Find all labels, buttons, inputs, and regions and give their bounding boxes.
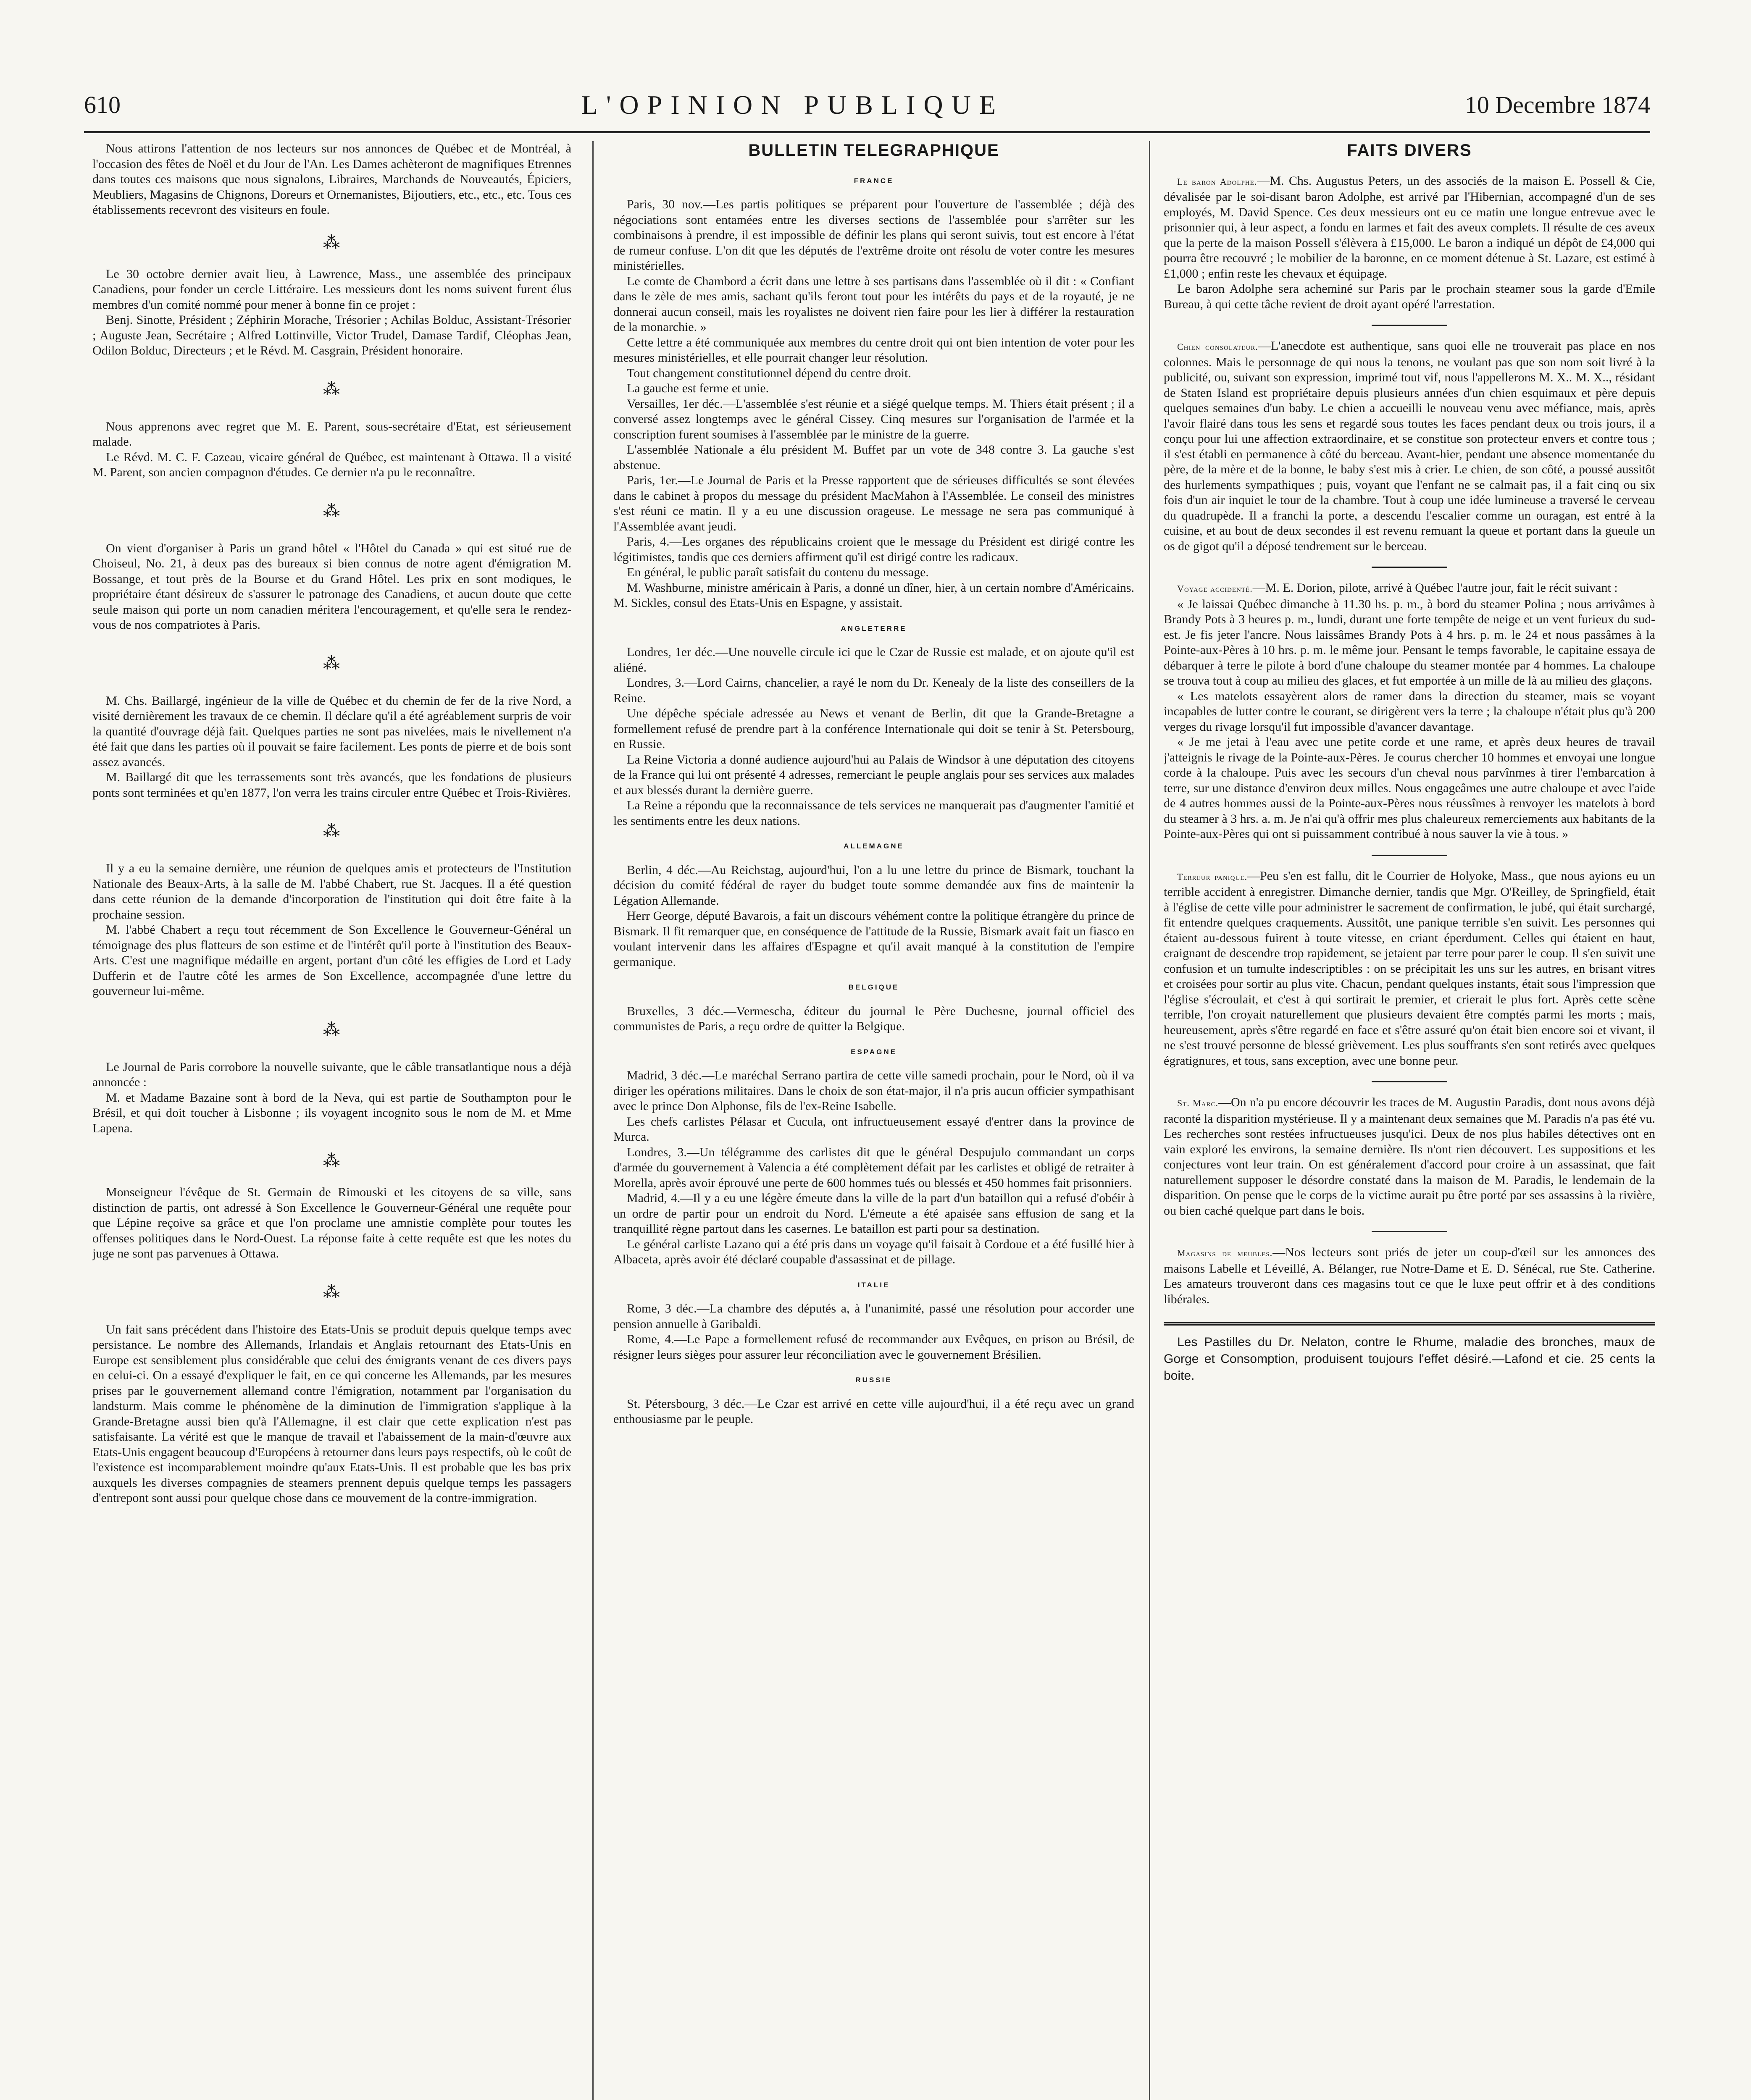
dispatch: En général, le public paraît satisfait du contenu du message. (627, 565, 929, 579)
news-item (1164, 869, 1655, 1069)
dispatch: Londres, 3.—Lord Cairns, chancelier, a rayé le nom du Dr. Kenealy de la liste des conseillers de la Reine. (613, 676, 1134, 705)
news-item: M. et Madame Bazaine sont à bord de la Neva, qui est partie de Southampton pour le Brésil, et qui doit toucher à Lisbonne ; ils voyagent incognito sous le nom de M. et Mme Lapena. (92, 1090, 571, 1135)
advertisement-text: Les Pastilles du Dr. Nelaton, contre le Rhume, maladie des bronches, maux de Gorge et Consomption, produisent toujours l'effet désiré.—Lafond et cie. 25 cents la boite. (1164, 1335, 1655, 1383)
item-kicker: Terreur panique. (1177, 871, 1247, 882)
item-kicker: Chien consolateur. (1177, 341, 1258, 352)
news-item (1164, 580, 1655, 597)
dispatch: St. Pétersbourg, 3 déc.—Le Czar est arrivé en cette ville aujourd'hui, il a été reçu avec un grand enthousiasme par le peuple. (613, 1396, 1134, 1426)
column-left (92, 141, 571, 2100)
item-text: —M. E. Dorion, pilote, arrivé à Québec l'autre jour, fait le récit suivant : (1252, 581, 1618, 595)
dispatch: Une dépêche spéciale adressée au News et venant de Berlin, dit que la Grande-Bretagne a formellement refusé de prendre part à la conférence Internationale qui doit se tenir à St. Petersbourg, en Russie. (613, 706, 1134, 751)
news-item: « Je laissai Québec dimanche à 11.30 hs. p. m., à bord du steamer Polina ; nous arrivâmes à Brandy Pots à 3 heures p. m., lundi, durant une forte tempête de neige et un vent furieux du sud-est. Je fis jeter l'ancre. Nous laissâmes Brandy Pots à 4 hrs. p. m. le 24 et nous passâmes à la Pointe-aux-Pères à 10 hrs. p. m. le même jour. Pensant le temps favorable, le capitaine essaya de débarquer à terre le pilote à bord d'une chaloupe du steamer montée par 4 hommes. La chaloupe se trouva tout à coup au milieu des glaces, et fut emportée à un mille de là au milieu des glaçons. (1164, 597, 1655, 688)
news-item: Il y a eu la semaine dernière, une réunion de quelques amis et protecteurs de l'Institution Nationale des Beaux-Arts, à la salle de M. l'abbé Chabert, rue St. Jacques. Il a été question dans cette réunion de la demande d'incorporation de l'institution qui doit être faite à la prochaine session. (92, 861, 571, 921)
news-item: Nous attirons l'attention de nos lecteurs sur nos annonces de Québec et de Montréal, à l'occasion des fêtes de Noël et du Jour de l'An. Les Dames achèteront de magnifiques Etrennes dans toutes ces maisons que nous signalons, Libraires, Marchands de Nouveautés, Épiciers, Meubliers, Magasins de Chignons, Doreurs et Ornemanistes, Bijoutiers, etc., etc., etc. Tous ces établissements recevront des visiteurs en foule. (92, 142, 571, 217)
item-kicker: Le baron Adolphe. (1177, 176, 1257, 187)
news-item: Monseigneur l'évêque de St. Germain de Rimouski et les citoyens de sa ville, sans distinction de partis, ont adressé à Son Excellence le Gouverneur-Général une requête pour que Lépine reçoive sa grâce et que l'on proclame une amnistie complète pour toutes les offenses politiques dans le Nord-Ouest. La réponse faite à cette requête est que les notes du juge ne sont pas parvenues à Ottawa. (92, 1185, 571, 1260)
news-item (1164, 1095, 1655, 1218)
section-heading-angleterre: ANGLETERRE (841, 624, 907, 633)
dispatch: Londres, 3.—Un télégramme des carlistes dit que le général Despujulo commandant un corps d'armée du gouvernement à Valencia a été complètement défait par les carlistes et obligé de retraiter à Morella, après avoir éprouvé une perte de 600 hommes tués ou blessés et 450 hommes fait prisonniers. (613, 1145, 1134, 1190)
dispatch: Paris, 30 nov.—Les partis politiques se préparent pour l'ouverture de l'assemblée ; déjà des négociations sont entamées entre les diverses sections de l'assemblée pour s'arrêter sur les combinaisons à prendre, il est impossible de définir les plans qui seront suivis, tout est encore à l'état de rumeur confuse. L'on dit que les députés de l'extrême droite ont résolu de voter contre les mesures ministérielles. (613, 197, 1134, 273)
news-item: Nous apprenons avec regret que M. E. Parent, sous-secrétaire d'Etat, est sérieusement malade. (92, 419, 571, 449)
item-text: —L'anecdote est authentique, sans quoi elle ne trouverait pas place en nos colonnes. Mais le personnage de qui nous la tenons, ne voulant pas que son nom soit livré à la publicité, ou, suivant son expression, imprimé tout vif, nous l'appellerons M. X.. M. X.., résidant de Staten Island est propriétaire depuis plusieurs années d'un chien esquimaux et père depuis quelques semaines d'un baby. Le chien a accueilli le nouveau venu avec méfiance, mais, après l'avoir flairé dans tous les sens et regardé sous toutes les faces pendant deux ou trois jours, il a conçu pour lui une affection extraordinaire, et se constitue son protecteur envers et contre tous ; il s'est établi en permanence à côté du berceau. Avant-hier, pendant une absence momentanée du père, de la mère et de la bonne, le baby s'est mis à crier. Le chien, de son côté, a poussé aussitôt des hurlements sympathiques ; puis, voyant que l'enfant ne se calmait pas, il a fait cinq ou six fois d'un air inquiet le tour de la chambre. Tout à coup une idée lumineuse a traversé le cerveau du quadrupède. Il a franchi la porte, a descendu l'escalier comme un ouragan, est entré à la cuisine, et au bout de deux secondes il est revenu remuant la queue et portant dans la gueule un os de gigot qu'il a déposé tendrement sur le berceau. (1164, 339, 1655, 553)
divider (1372, 1231, 1447, 1232)
advertisement (1164, 1322, 1655, 1384)
dispatch: Rome, 3 déc.—La chambre des députés a, à l'unanimité, passé une résolution pour accorder une pension annuelle à Garibaldi. (613, 1302, 1134, 1331)
news-item: M. Chs. Baillargé, ingénieur de la ville de Québec et du chemin de fer de la rive Nord, a visité dernièrement les travaux de ce chemin. Il déclare qu'il a été agréablement surpris de voir la quantité d'ouvrage déjà fait. Quelques parties ne sont pas nivelées, mais le nivellement n'a été fait que dans les parties où il pouvait se faire facilement. Les ponts de pierre et de bois sont assez avancés. (92, 693, 571, 769)
section-heading-belgique: BELGIQUE (848, 983, 899, 991)
dispatch: Cette lettre a été communiquée aux membres du centre droit qui ont bien intention de voter pour les mesures ministérielles, et elle pourrait changer leur résolution. (613, 335, 1134, 365)
dispatch: M. Washburne, ministre américain à Paris, a donné un dîner, hier, à un certain nombre d'Américains. M. Sickles, consul des Etats-Unis en Espagne, y assistait. (613, 580, 1134, 610)
dispatch: Rome, 4.—Le Pape a formellement refusé de recommander aux Evêques, en prison au Brésil, de résigner leurs sièges pour assurer leur réconciliation avec le gouvernement Brésilien. (613, 1332, 1134, 1362)
newspaper-title: L'OPINION PUBLIQUE (581, 90, 1004, 120)
section-ornament: ⁂ (323, 1151, 341, 1170)
item-text: —On n'a pu encore découvrir les traces de M. Augustin Paradis, dont nous avons déjà raconté la disparition mystérieuse. Il y a maintenant deux semaines que M. Paradis n'a pas été vu. Les recherches sont restées infructueuses jusqu'ici. Deux de nos plus habiles détectives ont en vain exploré les environs, la semaine dernière. Ils n'ont rien découvert. Les suppositions et les conjectures vont leur train. On est généralement d'accord pour croire à un assassinat, que fait naturellement supposer le désordre constaté dans la maison de M. Paradis, le lendemain de la disparition. On pense que le corps de la victime aurait pu être porté par ses assassins à la rivière, ou bien caché quelque part dans le bois. (1164, 1095, 1655, 1218)
divider (1372, 567, 1447, 568)
dispatch: Madrid, 4.—Il y a eu une légère émeute dans la ville de la part d'un bataillon qui a refusé d'obéir à un ordre de partir pour un endroit du Nord. L'émeute a été apaisée sans effusion de sang et la tranquillité règne partout dans les casernes. Le bataillon est parti pour sa destination. (613, 1191, 1134, 1236)
column-right (1164, 141, 1655, 2100)
dispatch: Herr George, député Bavarois, a fait un discours véhément contre la politique étrangère du prince de Bismark. Il fit remarquer que, en conséquence de l'attitude de la Russie, Bismark avait fait un fiasco en voulant intervenir dans les affaires d'Espagne et qu'il avait manqué à la constitution de l'empire germanique. (613, 909, 1134, 969)
section-ornament: ⁂ (323, 654, 341, 673)
dispatch: La Reine a répondu que la reconnaissance de tels services ne manquerait pas d'augmenter l'amitié et les sentiments entre les deux nations. (613, 798, 1134, 828)
section-ornament: ⁂ (323, 1282, 341, 1302)
news-item: « Les matelots essayèrent alors de ramer dans la direction du steamer, mais se voyant incapables de lutter contre le courant, se dirigèrent vers la terre ; la chaloupe n'était plus qu'à 200 verges du rivage lorsqu'il fut impossible d'avancer davantage. (1164, 689, 1655, 734)
section-ornament: ⁂ (323, 379, 341, 399)
item-kicker: Voyage accidenté. (1177, 583, 1253, 594)
dispatch: L'assemblée Nationale a élu président M. Buffet par un vote de 348 contre 3. La gauche s'est abstenue. (613, 443, 1134, 472)
dispatch: Paris, 1er.—Le Journal de Paris et la Presse rapportent que de sérieuses difficultés se sont élevées dans le cabinet à propos du message du président MacMahon à l'Assemblée. Le conseil des ministres s'est réuni ce matin. Il y a eu une discussion orageuse. Le message ne sera pas communiqué à l'Assemblée avant jeudi. (613, 473, 1134, 533)
news-item (1164, 1245, 1655, 1307)
dispatch: Le général carliste Lazano qui a été pris dans un voyage qu'il faisait à Cordoue et a été fusillé hier à Albaceta, après avoir été déclaré coupable d'assassinat et de pillage. (613, 1237, 1134, 1266)
news-item (1164, 173, 1655, 282)
news-item: On vient d'organiser à Paris un grand hôtel « l'Hôtel du Canada » qui est situé rue de Choiseul, No. 21, à deux pas des bureaux si bien connus de notre agent d'émigration M. Bossange, et tout près de la Bourse et du Grand Hôtel. Les prix en sont modiques, le propriétaire étant désireux de s'assurer le patronage des Canadiens, et aucun doute que cette seule maison qui porte un nom canadien méritera l'encouragement, et qu'elle sera le rendez-vous de nos compatriotes à Paris. (92, 541, 571, 632)
section-heading-france: FRANCE (854, 176, 894, 185)
issue-date: 10 Decembre 1874 (1464, 91, 1650, 118)
dispatch: Madrid, 3 déc.—Le maréchal Serrano partira de cette ville samedi prochain, pour le Nord, où il va diriger les opérations militaires. Dans le choix de son état-major, il n'a pris aucun officier sympathisant avec le prince Don Alphonse, fils de l'ex-Reine Isabelle. (613, 1068, 1134, 1113)
section-heading-russie: RUSSIE (855, 1376, 892, 1384)
bulletin-heading: BULLETIN TELEGRAPHIQUE (748, 141, 999, 160)
item-kicker: Magasins de meubles. (1177, 1248, 1273, 1258)
divider (1372, 1081, 1447, 1082)
section-heading-italie: ITALIE (857, 1281, 890, 1289)
dispatch: Versailles, 1er déc.—L'assemblée s'est réunie et a siégé quelque temps. M. Thiers était présent ; il a conversé assez longtemps avec le général Cissey. Cinq mesures sur l'organisation de l'armée et la conscription furent soumises à l'assemblée par le ministre de la guerre. (613, 396, 1134, 441)
news-item: Le 30 octobre dernier avait lieu, à Lawrence, Mass., une assemblée des principaux Canadiens, pour fonder un cercle Littéraire. Les messieurs dont les noms suivent furent élus membres d'un comité nommé pour mener à bonne fin ce projet : (92, 267, 571, 312)
section-ornament: ⁂ (323, 1020, 341, 1039)
dispatch: Bruxelles, 3 déc.—Vermescha, éditeur du journal le Père Duchesne, journal officiel des communistes de Paris, a reçu ordre de quitter la Belgique. (613, 1004, 1134, 1033)
divider (1372, 325, 1447, 326)
news-item: Le Révd. M. C. F. Cazeau, vicaire général de Québec, est maintenant à Ottawa. Il a visité M. Parent, son ancien compagnon d'études. Ce dernier n'a pu le reconnaître. (92, 450, 571, 479)
dispatch: Paris, 4.—Les organes des républicains croient que le message du Président est dirigé contre les légitimistes, tandis que ces derniers affirment qu'il est dirigé contre les radicaux. (613, 535, 1134, 564)
dispatch: Le comte de Chambord a écrit dans une lettre à ses partisans dans l'assemblée où il dit : « Confiant dans le zèle de mes amis, sachant qu'ils feront tout pour les intérêts du pays et de la royauté, je ne donnerai aucun conseil, mais les royalistes ne doivent rien faire pour les lier à différer la restauration de la monarchie. » (613, 274, 1134, 334)
item-text: —M. Chs. Augustus Peters, un des associés de la maison E. Possell & Cie, dévalisée par le soi-disant baron Adolphe, est arrivé par l'Hibernian, accompagné d'un de ses employés, M. David Spence. Ces deux messieurs ont eu ce matin une longue entrevue avec le prisonnier qui, à leur aspect, a fondu en larmes et fait des aveux complets. Il résulte de ces aveux que la perte de la maison Possell s'élèvera à £15,000. Le baron a indiqué un dépôt de £4,000 qui pourra être recouvré ; le mobilier de la baronne, en ce moment détenue à St. Lazare, est estimé à £1,000 ; enfin reste les chevaux et équipage. (1164, 173, 1655, 281)
faits-divers-heading: FAITS DIVERS (1347, 141, 1472, 160)
news-item: M. Baillargé dit que les terrassements sont très avancés, que les fondations de plusieurs ponts sont terminées et qu'en 1877, l'on verra les trains circuler entre Québec et Trois-Rivières. (92, 770, 571, 800)
item-text: —Peu s'en est fallu, dit le Courrier de Holyoke, Mass., que nous ayions eu un terrible accident à enregistrer. Dimanche dernier, tandis que Mgr. O'Reilley, de Springfield, était à l'église de cette ville pour administrer le sacrement de confirmation, le jubé, qui était surchargé, fit entendre quelques craquements. Aussitôt, une panique terrible s'en suivit. Les personnes qui étaient au-dessous fuirent à toute vitesse, en criant éperdument. Celles qui étaient en haut, craignant de descendre trop rapidement, se jetaient par terre pour parer le coup. Il s'en suivit une confusion et un tumulte indescriptibles : on se précipitait les uns sur les autres, en brisant vitres et croisées pour sortir au plus vite. Chacun, pendant quelques instants, était sous l'impression que l'église s'écroulait, et c'est à qui sortirait le premier, et crierait le plus fort. Après cette scène terrible, l'on croyait naturellement que plusieurs devaient être comptés parmi les morts ; mais, heureusement, après s'être regardé en face et s'être assuré qu'on était bien encore soi et vivant, il ne s'est trouvé personne de blessé grièvement. Les plus souffrants s'en sont retirés avec quelques égratignures, et tous, sans exception, avec une bonne peur. (1164, 869, 1655, 1068)
news-item: « Je me jetai à l'eau avec une petite corde et une rame, et après deux heures de travail j'atteignis le rivage de la Pointe-aux-Pères. Je courus chercher 10 hommes et envoyai une longue corde à la chaloupe. Puis avec les secours d'un cheval nous parvînmes à tirer l'embarcation à terre, sur une distance d'environ deux milles. Nous engageâmes une autre chaloupe et avec l'aide de 4 autres hommes aussi de la Pointe-aux-Pères nous réussîmes à renvoyer les matelots à bord du steamer à 3 hrs. a. m. Je n'ai qu'à offrir mes plus chaleureux remerciements aux habitants de la Pointe-aux-Pères qui ont si puissamment contribué à nous sauver la vie à tous. » (1164, 735, 1655, 841)
divider (1372, 855, 1447, 856)
masthead-rule (84, 131, 1650, 133)
dispatch: La gauche est ferme et unie. (627, 381, 769, 395)
news-item: Le baron Adolphe sera acheminé sur Paris par le prochain steamer sous la garde d'Emile Bureau, à qui cette tâche revient de droit ayant opéré l'arrestation. (1164, 282, 1655, 311)
section-ornament: ⁂ (323, 822, 341, 840)
section-heading-allemagne: ALLEMAGNE (844, 842, 904, 850)
news-item (1164, 339, 1655, 554)
column-middle (613, 141, 1134, 2100)
news-item: Benj. Sinotte, Président ; Zéphirin Morache, Trésorier ; Achilas Bolduc, Assistant-Trésorier ; Auguste Jean, Secrétaire ; Alfred Lottinville, Victor Trudel, Damase Tardif, Cléophas Jean, Odilon Bolduc, Directeurs ; et le Révd. M. Casgrain, Président honoraire. (92, 313, 571, 357)
section-heading-espagne: ESPAGNE (851, 1047, 897, 1056)
news-item: Un fait sans précédent dans l'histoire des Etats-Unis se produit depuis quelque temps avec persistance. Le nombre des Allemands, Irlandais et Anglais retournant des Etats-Unis en Europe est sensiblement plus considérable que celui des émigrants venant de ces divers pays en celui-ci. On a essayé d'expliquer le fait, en ce qui concerne les Allemands, par les mesures prises par le gouvernement allemand contre l'émigration, notamment par l'organisation du landsturm. Mais comme le phénomène de la diminution de l'immigration s'applique à la Grande-Bretagne aussi bien qu'à l'Allemagne, il est clair que cette explication n'est pas satisfaisante. La vérité est que le manque de travail et l'abaissement de la main-d'œuvre aux Etats-Unis engagent beaucoup d'Européens à retourner dans leurs pays respectifs, où le coût de l'existence est incomparablement moindre qu'aux Etats-Unis. Il est probable que les bas prix auxquels les diverses compagnies de steamers prennent depuis quelque temps les passagers d'entrepont sont aussi pour quelque chose dans ce mouvement de la contre-immigration. (92, 1322, 571, 1505)
dispatch: Berlin, 4 déc.—Au Reichstag, aujourd'hui, l'on a lu une lettre du prince de Bismark, touchant la décision du comité fédéral de rayer du budget toute somme demandée aux fins de maintenir la Légation Allemande. (613, 863, 1134, 908)
dispatch: Les chefs carlistes Pélasar et Cucula, ont infructueusement essayé d'entrer dans la province de Murca. (613, 1114, 1134, 1144)
masthead (84, 84, 1650, 126)
news-item: Le Journal de Paris corrobore la nouvelle suivante, que le câble transatlantique nous a déjà annoncée : (92, 1060, 571, 1089)
dispatch: La Reine Victoria a donné audience aujourd'hui au Palais de Windsor à une députation des citoyens de la France qui lui ont présenté 4 adresses, remerciant le peuple anglais pour ses services aux malades et aux blessés durant la dernière guerre. (613, 752, 1134, 797)
section-ornament: ⁂ (323, 233, 341, 252)
section-ornament: ⁂ (323, 501, 341, 520)
item-text: —Nos lecteurs sont priés de jeter un coup-d'œil sur les annonces des maisons Labelle et Léveillé, A. Bélanger, rue Notre-Dame et E. D. Sénécal, rue Ste. Catherine. Les amateurs trouveront dans ces magasins tout ce que le luxe peut offrir et à des conditions libérales. (1164, 1245, 1655, 1306)
dispatch: Londres, 1er déc.—Une nouvelle circule ici que le Czar de Russie est malade, et on ajoute qu'il est aliéné. (613, 645, 1134, 675)
column-divider (1149, 141, 1150, 2100)
page-number: 610 (84, 91, 121, 118)
news-item: M. l'abbé Chabert a reçu tout récemment de Son Excellence le Gouverneur-Général un témoignage des plus flatteurs de son estime et de l'intérêt qu'il porte à l'institution des Beaux-Arts. C'est une magnifique médaille en argent, portant d'un côté les effigies de Lord et Lady Dufferin et de l'autre côté les armes de Son Excellence, accompagnée d'une lettre du gouverneur lui-même. (92, 923, 571, 998)
item-kicker: St. Marc. (1177, 1098, 1219, 1108)
column-divider (592, 141, 594, 2100)
dispatch: Tout changement constitutionnel dépend du centre droit. (627, 366, 911, 380)
